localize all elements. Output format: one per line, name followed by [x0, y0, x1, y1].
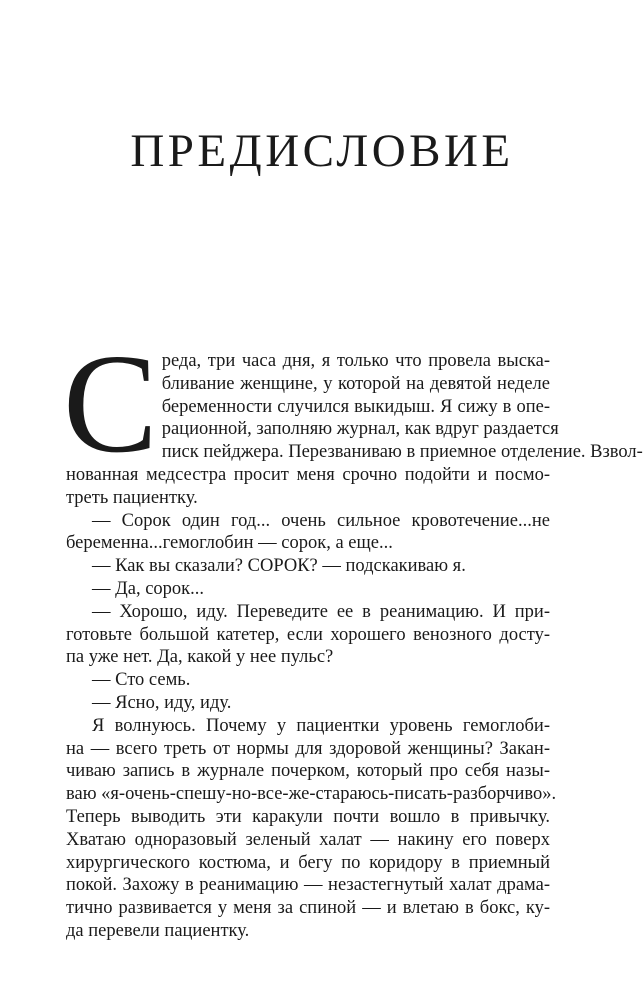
- text-line: — Сто семь.: [92, 670, 191, 691]
- text-line: — Сорок один год... очень сильное кровотечение...не: [92, 510, 550, 531]
- text-line: нованная медсестра просит меня срочно подойти и посмо-: [66, 464, 550, 485]
- text-line: па уже нет. Да, какой у нее пульс?: [66, 647, 334, 668]
- text-line: — Да, сорок...: [92, 578, 205, 599]
- text-line: да перевели пациентку.: [66, 920, 250, 941]
- text-line: хирургического костюма, и бегу по коридору в приемный: [66, 852, 550, 873]
- text-line: — Ясно, иду, иду.: [92, 692, 232, 713]
- text-line: Теперь выводить эти каракули почти вошло в привычку.: [66, 806, 550, 827]
- text-line: бливание женщине, у которой на девятой неделе: [161, 373, 550, 394]
- text-line: покой. Захожу в реанимацию — незастегнутый халат драма-: [66, 875, 550, 896]
- text-line: — Хорошо, иду. Переведите ее в реанимацию. И при-: [92, 601, 550, 622]
- text-line: Хватаю одноразовый зеленый халат — накину его поверх: [66, 829, 550, 850]
- text-line: тично развивается у меня за спиной — и влетаю в бокс, ку-: [66, 898, 550, 919]
- text-line: беременности случился выкидыш. Я сижу в опе-: [161, 396, 550, 417]
- text-line: ваю «я-очень-спешу-но-все-же-стараюсь-писать-разборчиво».: [66, 784, 557, 805]
- text-line: чиваю запись в журнале почерком, который про себя назы-: [66, 761, 550, 782]
- text-line: Я волнуюсь. Почему у пациентки уровень гемоглоби-: [92, 715, 550, 736]
- text-line: на — всего треть от нормы для здоровой женщины? Закан-: [66, 738, 550, 759]
- chapter-title: ПРЕДИСЛОВИЕ: [130, 125, 514, 177]
- text-line: писк пейджера. Перезваниваю в приемное отделение. Взвол-: [161, 442, 643, 463]
- text-line: — Как вы сказали? СОРОК? — подскакиваю я.: [92, 556, 466, 577]
- text-line: рационной, заполняю журнал, как вдруг раздается: [161, 419, 559, 440]
- body-text: [63, 324, 643, 943]
- text-line: беременна...гемоглобин — сорок, а еще...: [66, 533, 393, 554]
- drop-cap: С: [63, 324, 158, 482]
- text-line: треть пациентку.: [66, 487, 198, 508]
- text-line: готовьте большой катетер, если хорошего венозного досту-: [66, 624, 550, 645]
- text-line: реда, три часа дня, я только что провела выска-: [161, 351, 550, 371]
